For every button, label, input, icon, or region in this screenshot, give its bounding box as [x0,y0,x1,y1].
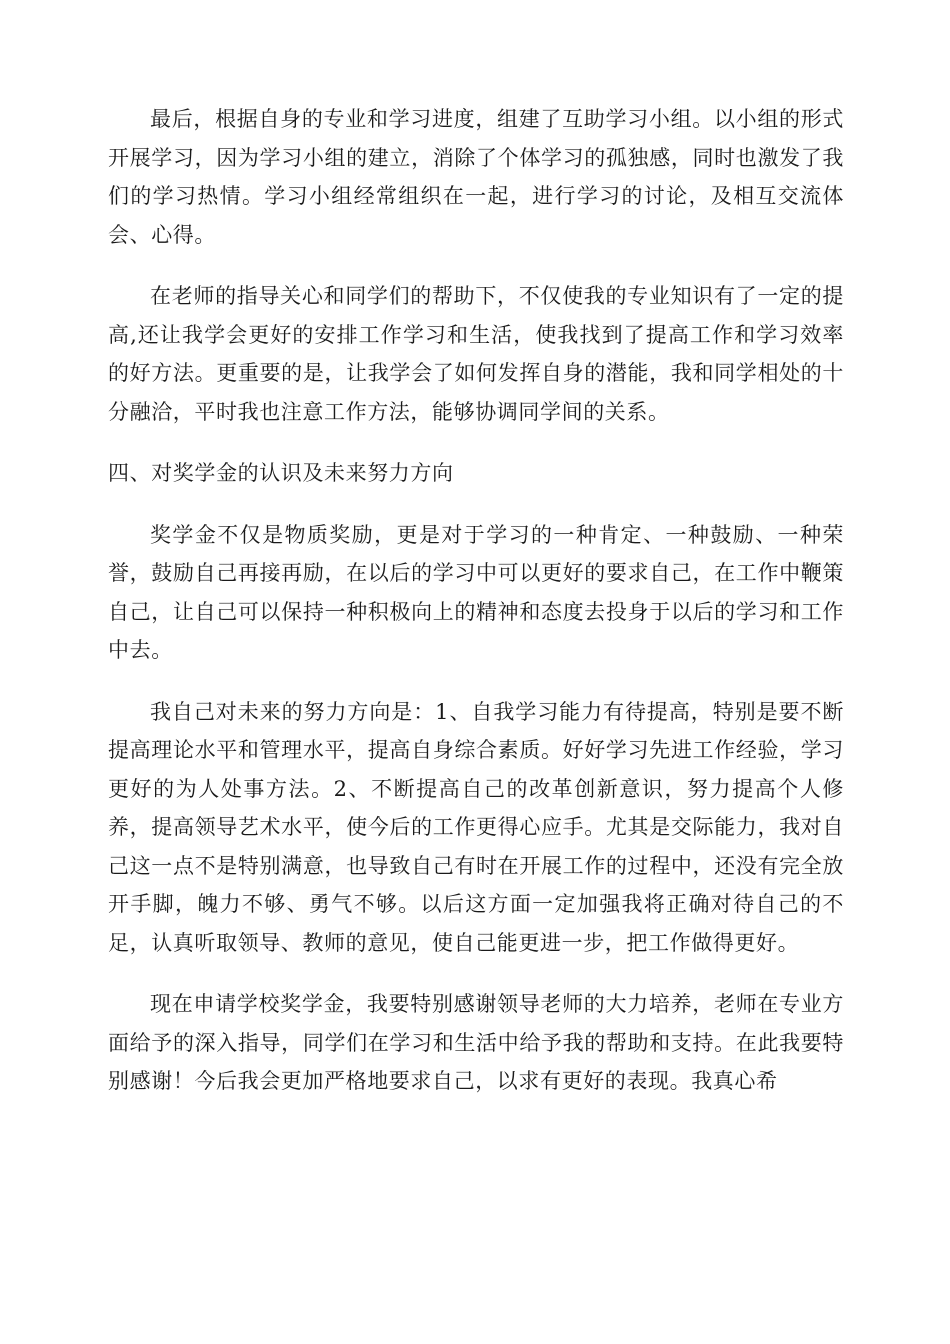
document-body [108,100,844,1124]
paragraph-study-group: 最后，根据自身的专业和学习进度，组建了互助学习小组。以小组的形式开展学习，因为学习小组的建立，消除了个体学习的孤独感，同时也激发了我们的学习热情。学习小组经常组织在一起，进行学习的讨论，及相互交流体会、心得。 [108,107,844,247]
section-heading-scholarship: 四、对奖学金的认识及未来努力方向 [108,461,454,485]
paragraph-teacher-guidance: 在老师的指导关心和同学们的帮助下，不仅使我的专业知识有了一定的提高,还让我学会更好的安排工作学习和生活，使我找到了提高工作和学习效率的好方法。更重要的是，让我学会了如何发挥自身的潜能，我和同学相处的十分融洽，平时我也注意工作方法，能够协调同学间的关系。 [108,284,844,424]
paragraph-scholarship-meaning: 奖学金不仅是物质奖励，更是对于学习的一种肯定、一种鼓励、一种荣誉，鼓励自己再接再励，在以后的学习中可以更好的要求自己，在工作中鞭策自己，让自己可以保持一种积极向上的精神和态度去投身于以后的学习和工作中去。 [108,522,844,662]
paragraph-acknowledgement: 现在申请学校奖学金，我要特别感谢领导老师的大力培养，老师在专业方面给予的深入指导，同学们在学习和生活中给予我的帮助和支持。在此我要特别感谢！今后我会更加严格地要求自己，以求有更好的表现。我真心希 [108,992,844,1093]
paragraph-future-direction: 我自己对未来的努力方向是：1、自我学习能力有待提高，特别是要不断提高理论水平和管理水平，提高自身综合素质。好好学习先进工作经验，学习更好的为人处事方法。2、不断提高自己的改革创新意识，努力提高个人修养，提高领导艺术水平，使今后的工作更得心应手。尤其是交际能力，我对自己这一点不是特别满意，也导致自己有时在开展工作的过程中，还没有完全放开手脚，魄力不够、勇气不够。以后这方面一定加强我将正确对待自己的不足，认真听取领导、教师的意见，使自己能更进一步，把工作做得更好。 [108,699,844,955]
